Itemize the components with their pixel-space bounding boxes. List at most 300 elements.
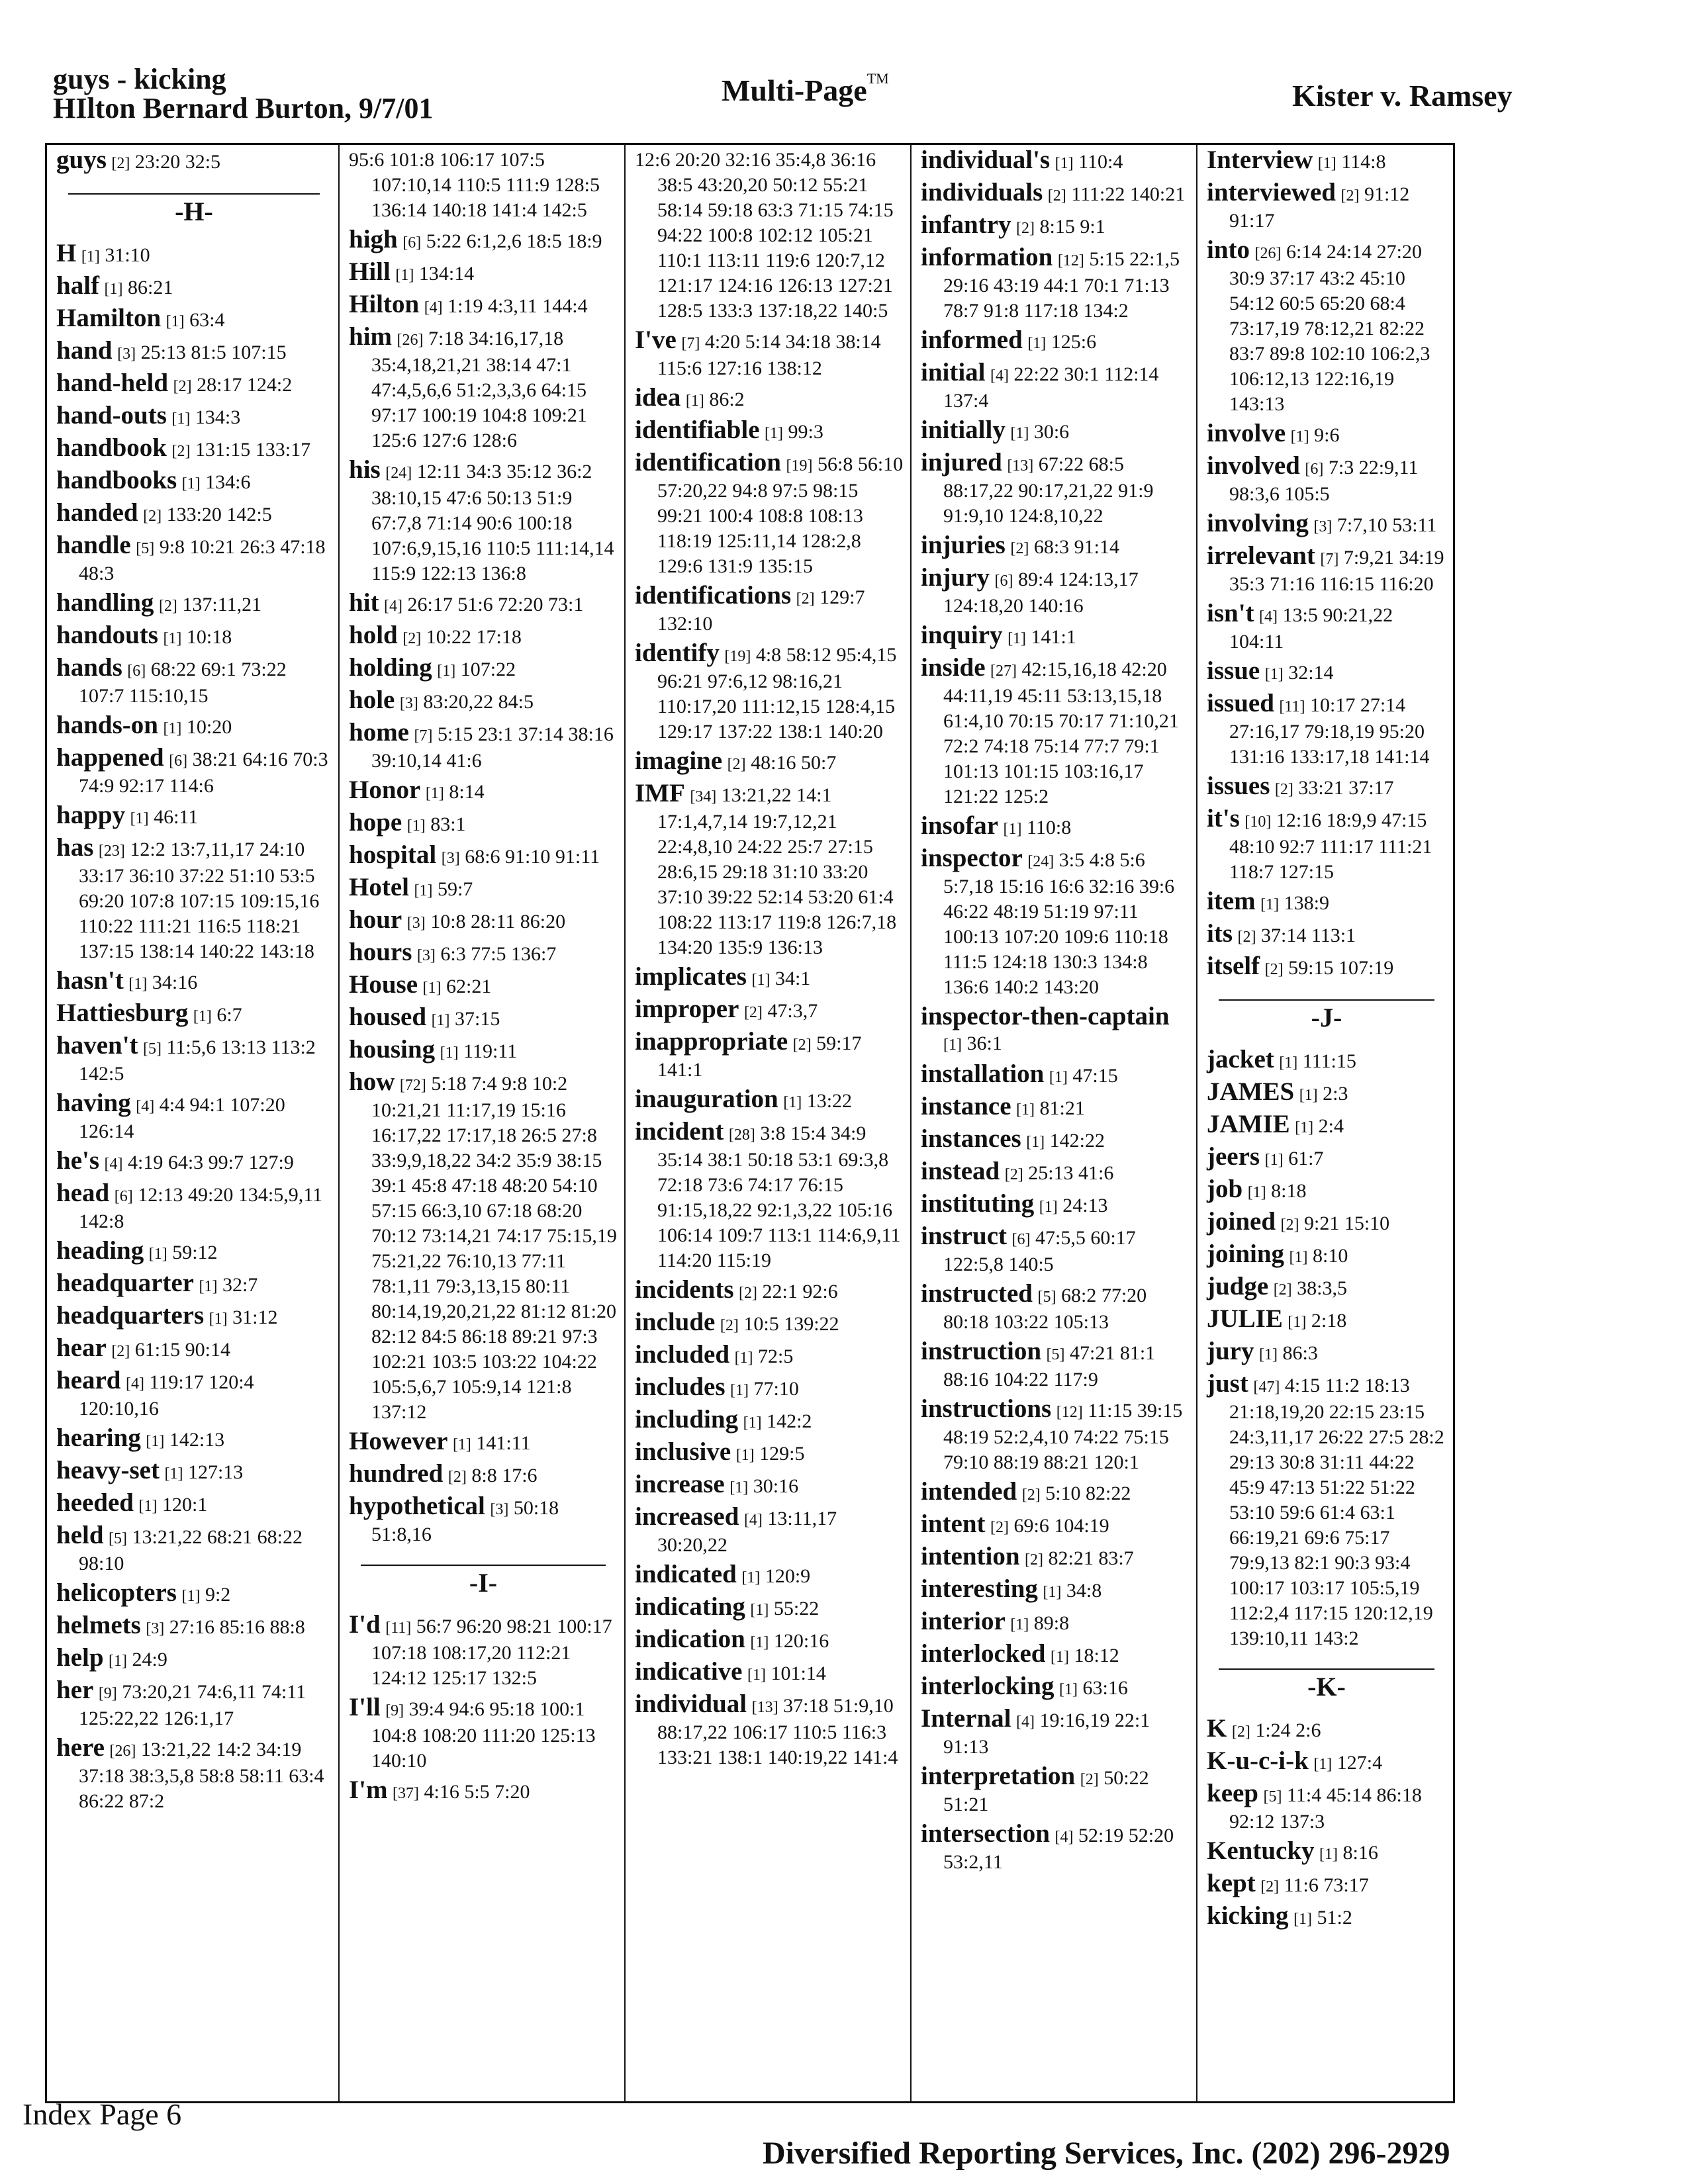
entry-word: increase (635, 1470, 725, 1498)
entry-word: instances (921, 1124, 1021, 1153)
entry-word: Interview (1207, 146, 1313, 174)
index-entry (1207, 1112, 1446, 1140)
entry-references: 12:2 13:7,11,17 24:10 33:17 36:10 37:22 51:10 53:5 69:20 107:8 107:15 109:15,16 110:22 111:21 116:5 118:21 137:15 138:14 140:22 143:18 (79, 839, 320, 962)
entry-references: 142:22 (1049, 1130, 1105, 1152)
entry-references: 31:10 (105, 244, 150, 266)
entry-word: interesting (921, 1574, 1038, 1603)
entry-references: 32:7 (222, 1274, 258, 1296)
entry-references: 134:14 (418, 263, 475, 285)
entry-references: 11:15 39:15 48:19 52:2,4,10 74:22 75:15 79:10 88:19 88:21 120:1 (943, 1400, 1183, 1473)
entry-count: [13] (751, 1699, 778, 1716)
index-entry (921, 450, 1190, 529)
index-entry (349, 227, 618, 255)
entry-references: 73:20,21 74:6,11 74:11 125:22,22 126:1,17 (79, 1681, 306, 1729)
index-entry (635, 328, 904, 381)
entry-word: item (1207, 887, 1256, 915)
reporting-company: Diversified Reporting Services, Inc. (202) 296-2929 (763, 2136, 1450, 2171)
entry-count: [3] (399, 695, 418, 712)
entry-word: joined (1207, 1207, 1276, 1236)
entry-count: [9] (98, 1685, 117, 1702)
entry-count: [1] (1279, 1054, 1298, 1071)
entry-references: 13:21,22 68:21 68:22 98:10 (79, 1526, 303, 1574)
entry-word: into (1207, 236, 1250, 264)
entry-word: IMF (635, 779, 685, 807)
index-entry (921, 245, 1190, 324)
index-entry (349, 292, 618, 320)
entry-word: intersection (921, 1819, 1050, 1848)
entry-word: identifiable (635, 416, 760, 444)
entry-word: individual's (921, 146, 1051, 174)
entry-word: instituting (921, 1189, 1035, 1218)
entry-references: 10:22 17:18 (426, 626, 522, 648)
entry-references: 47:21 81:1 88:16 104:22 117:9 (943, 1342, 1156, 1390)
entry-references: 24:9 (132, 1649, 167, 1670)
entry-count: [6] (994, 572, 1013, 590)
entry-count: [1] (1264, 1152, 1284, 1169)
entry-references: 81:21 (1039, 1097, 1085, 1119)
entry-count: [47] (1253, 1379, 1280, 1396)
entry-references: 9:6 (1314, 424, 1340, 446)
index-entry (635, 1375, 904, 1403)
entry-word: itself (1207, 952, 1260, 980)
index-entry (921, 1062, 1190, 1090)
entry-references: 9:2 (205, 1584, 231, 1606)
index-entry (921, 1339, 1190, 1392)
entry-references: 47:3,7 (767, 1000, 818, 1022)
entry-references: 61:15 90:14 (134, 1339, 230, 1361)
entry-word: happy (56, 801, 126, 829)
index-entry (349, 457, 618, 586)
entry-word: hearing (56, 1424, 141, 1452)
entry-references: 110:4 (1078, 151, 1123, 173)
entry-references: 13:11,17 30:20,22 (657, 1508, 837, 1556)
entry-word: hospital (349, 841, 437, 869)
entry-references: 95:6 101:8 106:17 107:5 107:10,14 110:5 111:9 128:5 136:14 140:18 141:4 142:5 (349, 149, 600, 221)
entry-count: [1] (1247, 1184, 1266, 1201)
section-heading (56, 193, 332, 226)
entry-word: Hamilton (56, 304, 162, 332)
index-entry (56, 1368, 332, 1422)
entry-references: 83:20,22 84:5 (423, 691, 534, 713)
entry-count: [1] (104, 281, 123, 298)
entry-references: 30:6 (1033, 421, 1070, 443)
index-entry (349, 259, 618, 288)
entry-count: [1] (730, 1382, 749, 1399)
entry-count: [1] (181, 1588, 201, 1605)
entry-word: hold (349, 621, 398, 649)
entry-references: 86:2 (709, 388, 745, 410)
section-heading (1207, 999, 1446, 1032)
index-entry (921, 533, 1190, 561)
index-entry (635, 997, 904, 1025)
entry-count: [12] (1056, 1404, 1083, 1421)
entry-word: However (349, 1427, 448, 1455)
index-entry (921, 1609, 1190, 1637)
entry-word: installation (921, 1060, 1045, 1088)
entry-word: interlocking (921, 1672, 1055, 1700)
entry-references: 46:11 (154, 806, 199, 828)
entry-count: [1] (109, 1653, 128, 1670)
index-entry (635, 583, 904, 637)
entry-word: instead (921, 1157, 1000, 1185)
entry-count: [1] (138, 1498, 158, 1515)
index-entry (349, 810, 618, 839)
entry-count: [4] (1259, 608, 1278, 625)
entry-word: headquarter (56, 1269, 194, 1297)
index-entry (921, 1396, 1190, 1475)
entry-references: 50:22 51:21 (943, 1767, 1149, 1815)
entry-word: intention (921, 1542, 1020, 1570)
entry-references: 26:17 51:6 72:20 73:1 (407, 594, 584, 615)
entry-word: I've (635, 326, 677, 354)
entry-count: [1] (181, 475, 201, 492)
entry-count: [1] (1043, 1584, 1062, 1601)
entry-references: 111:22 140:21 (1071, 183, 1186, 205)
entry-count: [7] (1320, 551, 1339, 568)
entry-references: 24:13 (1062, 1195, 1108, 1216)
index-entry (56, 148, 332, 176)
index-entry (349, 972, 618, 1001)
index-entry (349, 623, 618, 651)
entry-references: 30:16 (753, 1475, 799, 1497)
entry-count: [5] (1263, 1788, 1282, 1805)
entry-word: jeers (1207, 1142, 1260, 1171)
entry-word: handed (56, 498, 138, 527)
index-entry (1207, 180, 1446, 234)
entry-word: I'm (349, 1776, 388, 1804)
entry-word: head (56, 1179, 110, 1207)
index-entry (921, 1821, 1190, 1875)
entry-word: inappropriate (635, 1027, 788, 1056)
entry-references: 34:8 (1066, 1580, 1102, 1602)
index-entry (349, 655, 618, 684)
entry-count: [1] (685, 392, 704, 410)
entry-word: hole (349, 686, 395, 714)
index-entry (349, 875, 618, 903)
index-entry (349, 842, 618, 871)
section-letter: -J- (1311, 1003, 1342, 1032)
entry-references: 111:15 (1302, 1050, 1356, 1072)
entry-count: [2] (111, 155, 130, 172)
entry-word: instruction (921, 1337, 1042, 1365)
entry-word: hasn't (56, 966, 124, 995)
index-entry (635, 1659, 904, 1688)
index-entry (921, 1764, 1190, 1817)
index-entry (635, 385, 904, 414)
entry-references: 37:15 (455, 1008, 500, 1030)
entry-count: [1] (734, 1349, 753, 1367)
entry-references: 4:16 5:5 7:20 (424, 1781, 530, 1803)
entry-references: 36:1 (966, 1032, 1002, 1054)
entry-count: [5] (1037, 1289, 1056, 1306)
entry-word: held (56, 1521, 104, 1549)
section-divider (361, 1565, 606, 1566)
index-entry (921, 1576, 1190, 1605)
index-entry (1207, 1839, 1446, 1867)
section-heading (1207, 1668, 1446, 1702)
index-entry (1207, 511, 1446, 539)
index-entry (349, 688, 618, 716)
entry-references: 5:15 23:1 37:14 38:16 39:10,14 41:6 (371, 723, 614, 772)
entry-count: [1] (1016, 1101, 1035, 1118)
entry-count: [2] (739, 1285, 758, 1302)
entry-word: here (56, 1733, 105, 1762)
entry-references: 25:13 41:6 (1028, 1162, 1114, 1184)
entry-word: Honor (349, 776, 421, 804)
entry-references: 129:7 132:10 (657, 586, 865, 635)
entry-word: hundred (349, 1459, 444, 1488)
index-entry (1207, 1716, 1446, 1745)
entry-word: how (349, 1068, 395, 1096)
entry-references: 27:16 85:16 88:8 (169, 1616, 305, 1638)
index-entry (1207, 1371, 1446, 1651)
entry-references: 51:2 (1317, 1907, 1352, 1929)
index-entry (635, 1439, 904, 1468)
entry-references: 7:18 34:16,17,18 35:4,18,21,21 38:14 47:1 47:4,5,6,6 51:2,3,3,6 64:15 97:17 100:19 104:8 109:21 125:6 127:6 128:6 (371, 328, 587, 451)
entry-word: imagine (635, 747, 723, 775)
entry-count: [1] (1003, 821, 1022, 838)
entry-word: holding (349, 653, 432, 682)
entry-count: [2] (792, 1036, 812, 1054)
entry-word: intent (921, 1510, 986, 1538)
index-entry (635, 1407, 904, 1435)
entry-word: helmets (56, 1611, 141, 1639)
entry-word: headquarters (56, 1301, 205, 1330)
entry-references: 127:13 (187, 1461, 244, 1483)
entry-word: interpretation (921, 1762, 1076, 1790)
index-entry (921, 1512, 1190, 1540)
entry-references: 72:5 (758, 1345, 794, 1367)
entry-references: 13:22 (806, 1090, 853, 1112)
entry-count: [2] (796, 590, 815, 608)
entry-word: involving (1207, 509, 1309, 537)
entry-count: [1] (1259, 1346, 1278, 1363)
index-entry (921, 565, 1190, 619)
index-entry (56, 1678, 332, 1731)
entry-count: [2] (1260, 1878, 1280, 1895)
index-column-4 (910, 145, 1196, 2101)
entry-count: [1] (414, 882, 433, 899)
entry-count: [3] (441, 850, 460, 867)
entry-word: inspector-then-captain (921, 1002, 1170, 1030)
entry-references: 63:4 (189, 309, 225, 331)
entry-word: its (1207, 919, 1233, 948)
index-entry (635, 450, 904, 579)
index-entry (1207, 601, 1446, 655)
index-entry (349, 590, 618, 619)
index-entry (56, 1490, 332, 1519)
index-entry (56, 1238, 332, 1267)
entry-count: [2] (1231, 1723, 1250, 1741)
index-column-3 (624, 145, 910, 2101)
entry-word: hope (349, 808, 402, 837)
index-column-2 (338, 145, 624, 2101)
entry-references: 134:3 (195, 406, 241, 428)
index-entry (635, 1627, 904, 1655)
section-heading (349, 1565, 618, 1598)
entry-count: [1] (452, 1436, 471, 1453)
entry-references: 11:4 45:14 86:18 92:12 137:3 (1229, 1784, 1422, 1833)
entry-word: just (1207, 1369, 1248, 1398)
entry-word: involve (1207, 419, 1286, 447)
entry-references: 13:21,22 14:1 17:1,4,7,14 19:7,12,21 22:4,8,10 24:22 25:7 27:15 28:6,15 29:18 31:10 33:20 37:10 39:22 52:14 53:20 61:4 108:22 113:17 119:8 126:7,18 134:20 135:9 136:13 (657, 784, 897, 958)
entry-word: indicated (635, 1560, 737, 1588)
entry-references: 120:9 (765, 1565, 811, 1587)
entry-references: 6:14 24:14 27:20 30:9 37:17 43:2 45:10 54:12 60:5 65:20 68:4 73:17,19 78:12,21 82:22 83:7 89:8 102:10 106:2,3 106:12,13 122:16,19 143:13 (1229, 241, 1430, 415)
entry-references: 127:4 (1336, 1752, 1383, 1774)
entry-word: injury (921, 563, 990, 592)
entry-references: 89:8 (1033, 1612, 1070, 1634)
entry-count: [7] (414, 727, 433, 745)
entry-references: 68:6 91:10 91:11 (465, 846, 600, 868)
index-entry (56, 500, 332, 529)
index-entry (1207, 1903, 1446, 1932)
entry-word: indication (635, 1625, 745, 1653)
index-entry (56, 1426, 332, 1454)
entry-count: [1] (128, 976, 148, 993)
entry-count: [1] (440, 1044, 459, 1062)
entry-word: JAMIE (1207, 1110, 1290, 1138)
entry-count: [2] (402, 630, 422, 647)
entry-references: 129:5 (759, 1443, 805, 1465)
entry-references: 7:9,21 34:19 35:3 71:16 116:15 116:20 (1229, 547, 1444, 595)
entry-references: 4:19 64:3 99:7 127:9 (128, 1152, 294, 1173)
entry-word: interlocked (921, 1639, 1046, 1668)
entry-references: 31:12 (232, 1306, 278, 1328)
entry-references: 77:10 (753, 1378, 799, 1400)
entry-count: [4] (126, 1375, 144, 1392)
index-entry (635, 781, 904, 960)
index-entry (349, 907, 618, 936)
entry-references: 114:8 (1341, 151, 1386, 173)
index-entry (635, 1562, 904, 1590)
entry-references: 91:12 91:17 (1229, 183, 1410, 232)
entry-count: [1] (1295, 1119, 1314, 1136)
entry-references: 120:16 (773, 1630, 829, 1652)
entry-count: [10] (1244, 813, 1272, 831)
index-entry (1207, 1047, 1446, 1075)
entry-word: incidents (635, 1275, 734, 1304)
index-entry (1207, 1209, 1446, 1238)
entry-word: him (349, 322, 393, 351)
index-entry (56, 435, 332, 464)
index-entry (56, 338, 332, 367)
entry-word: issue (1207, 657, 1260, 685)
entry-references: 99:3 (788, 421, 823, 443)
index-entry (921, 180, 1190, 208)
entry-word: insofar (921, 811, 998, 840)
entry-count: [4] (104, 1156, 123, 1173)
entry-count: [5] (136, 540, 155, 557)
entry-count: [1] (1049, 1069, 1068, 1086)
index-entry (1207, 806, 1446, 885)
entry-references: 12:6 20:20 32:16 35:4,8 36:16 38:5 43:20,20 50:12 55:21 58:14 59:18 63:3 71:15 74:15 94:22 100:8 102:12 105:21 110:1 113:11 119:6 120:7,12 121:17 124:16 126:13 127:21 128:5 133:3 137:18,22 140:5 (635, 149, 894, 322)
entry-references: 38:3,5 (1297, 1277, 1348, 1299)
index-entry (349, 720, 618, 774)
entry-count: [5] (1046, 1346, 1065, 1363)
entry-count: [2] (173, 378, 192, 395)
index-entry (921, 846, 1190, 1000)
entry-count: [1] (783, 1094, 802, 1111)
index-entry (349, 324, 618, 453)
entry-references: 142:13 (169, 1429, 225, 1451)
entry-word: infantry (921, 210, 1011, 239)
entry-count: [1] (1313, 1756, 1333, 1773)
entry-references: 125:6 (1051, 331, 1097, 353)
entry-word: help (56, 1643, 104, 1672)
entry-word: inquiry (921, 621, 1003, 649)
entry-count: [1] (735, 1447, 755, 1464)
index-entry (56, 655, 332, 709)
entry-references: 4:15 11:2 18:13 21:18,19,20 22:15 23:15 24:3,11,17 26:22 27:5 28:2 29:13 30:8 31:11 44:22 45:9 47:13 51:22 51:22 53:10 59:6 61:4 63:1 66:19,21 69:6 75:17 79:9,13 82:1 90:3 93:4 100:17 103:17 105:5,19 112:2,4 117:15 120:12,19 139:10,11 143:2 (1229, 1375, 1444, 1649)
index-entry (921, 418, 1190, 446)
index-entry (56, 590, 332, 619)
entry-references: 59:7 (437, 878, 473, 900)
index-range: guys - kicking (53, 63, 226, 95)
index-entry (1207, 954, 1446, 982)
entry-count: [7] (681, 335, 700, 352)
entry-word: judge (1207, 1272, 1269, 1300)
entry-references: 1:24 2:6 (1255, 1719, 1321, 1741)
entry-count: [4] (384, 598, 402, 615)
entry-word: hand-held (56, 369, 169, 397)
entry-word: House (349, 970, 418, 999)
entry-word: kept (1207, 1869, 1256, 1897)
entry-word: hands (56, 653, 122, 682)
entry-word: incident (635, 1117, 724, 1146)
index-entry (56, 1458, 332, 1486)
index-entry (921, 1159, 1190, 1187)
entry-references: 9:8 10:21 26:3 47:18 48:3 (79, 536, 326, 584)
entry-word: H (56, 239, 77, 267)
index-entry (1207, 1781, 1446, 1835)
entry-count: [2] (1340, 187, 1360, 205)
entry-count: [1] (193, 1008, 212, 1025)
entry-references: 18:12 (1074, 1645, 1119, 1666)
entry-references: 23:20 32:5 (134, 151, 221, 173)
entry-references: 6:3 77:5 136:7 (440, 943, 557, 965)
entry-references: 141:11 (476, 1432, 531, 1454)
entry-count: [6] (402, 234, 422, 251)
index-entry (349, 1612, 618, 1691)
entry-references: 86:21 (128, 277, 173, 298)
index-entry (56, 1336, 332, 1364)
entry-count: [3] (490, 1501, 509, 1518)
entry-references: 82:21 83:7 (1048, 1547, 1134, 1569)
entry-count: [4] (1055, 1829, 1074, 1846)
index-entry (635, 964, 904, 993)
entry-word: home (349, 718, 409, 747)
entry-count: [4] (1016, 1713, 1035, 1731)
entry-count: [1] (741, 1569, 761, 1586)
entry-count: [2] (1274, 781, 1293, 798)
entry-word: Hattiesburg (56, 999, 189, 1027)
entry-word: handbook (56, 433, 167, 462)
entry-count: [1] (1293, 1911, 1313, 1928)
entry-word: interior (921, 1607, 1006, 1635)
entry-count: [1] (1317, 155, 1336, 172)
entry-word: idea (635, 383, 681, 412)
entry-count: [1] (1008, 630, 1027, 647)
entry-references: 86:3 (1282, 1342, 1318, 1364)
section-letter: -K- (1307, 1672, 1346, 1702)
entry-references: 34:1 (774, 968, 811, 989)
entry-count: [3] (406, 915, 426, 932)
entry-word: keep (1207, 1779, 1258, 1807)
entry-references: 4:8 58:12 95:4,15 96:21 97:6,12 98:16,21 110:17,20 111:12,15 128:4,15 129:17 137:22 138:1 140:20 (657, 644, 897, 743)
entry-word: housed (349, 1003, 427, 1031)
index-entry (56, 803, 332, 831)
